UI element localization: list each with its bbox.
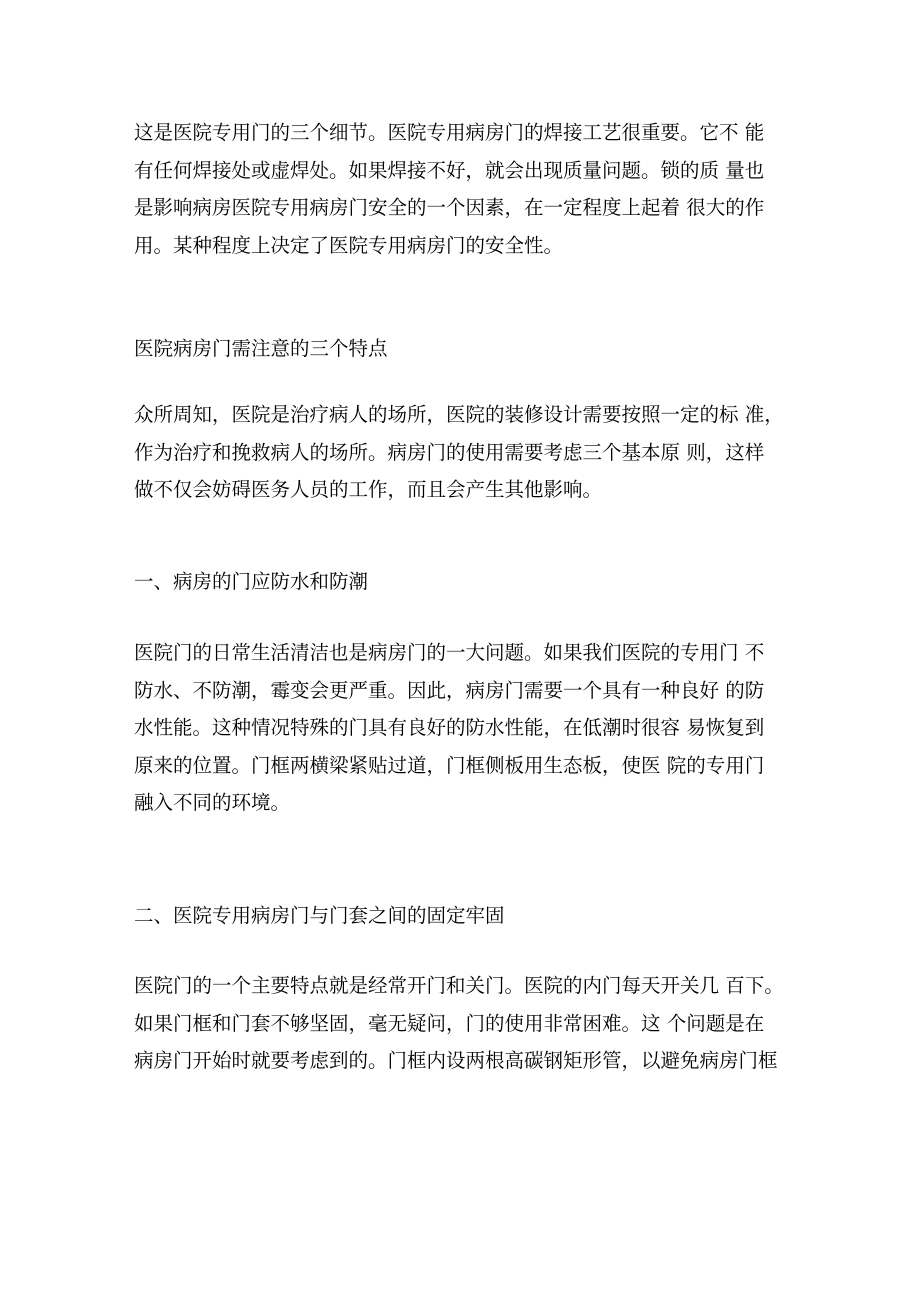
heading-three-features: [134, 330, 824, 368]
paragraph-welding-details: [134, 114, 824, 264]
paragraph-waterproof: [134, 634, 824, 822]
paragraph-door-frame: [134, 967, 824, 1080]
text-line: 原来的位置。门框两横梁紧贴过道，门框侧板用生态板，使医 院的专用门: [134, 753, 765, 777]
text-line: 病房门开始时就要考虑到的。门框内设两根高碳钢矩形管，以避免病房门框: [134, 1049, 778, 1072]
text-line: 有任何焊接处或虚焊处。如果焊接不好，就会出现质量问题。锁的质 量也: [134, 158, 765, 182]
text-line: 用。某种程度上决定了医院专用病房门的安全性。: [134, 233, 564, 257]
section-heading: 二、医院专用病房门与门套之间的固定牢固: [134, 904, 505, 927]
text-line: 作为治疗和挽救病人的场所。病房门的使用需要考虑三个基本原 则，这样: [134, 440, 765, 464]
section-heading: 医院病房门需注意的三个特点: [134, 337, 388, 360]
text-line: 医院门的日常生活清洁也是病房门的一大问题。如果我们医院的专用门 不: [134, 641, 765, 664]
text-line: 这是医院专用门的三个细节。医院专用病房门的焊接工艺很重要。它不 能: [134, 121, 765, 144]
paragraph-hospital-design: [134, 396, 824, 509]
text-line: 医院门的一个主要特点就是经常开门和关门。医院的内门每天开关几 百下。: [134, 974, 784, 997]
text-line: 水性能。这种情况特殊的门具有良好的防水性能，在低潮时很容 易恢复到: [134, 716, 765, 739]
text-line: 如果门框和门套不够坚固，毫无疑问，门的使用非常困难。这 个问题是在: [134, 1011, 765, 1035]
section-heading: 一、病房的门应防水和防潮: [134, 570, 369, 593]
text-line: 融入不同的环境。: [134, 791, 291, 814]
heading-fixed-firmly: [134, 897, 824, 935]
text-line: 是影响病房医院专用病房门安全的一个因素，在一定程度上起着 很大的作: [134, 196, 765, 219]
text-line: 做不仅会妨碍医务人员的工作，而且会产生其他影响。: [134, 478, 603, 501]
text-line: 防水、不防潮，霉变会更严重。因此，病房门需要一个具有一种良好 的防: [134, 678, 765, 702]
heading-waterproof: [134, 563, 824, 601]
text-line: 众所周知，医院是治疗病人的场所，医院的装修设计需要按照一定的标 准，: [134, 403, 784, 426]
